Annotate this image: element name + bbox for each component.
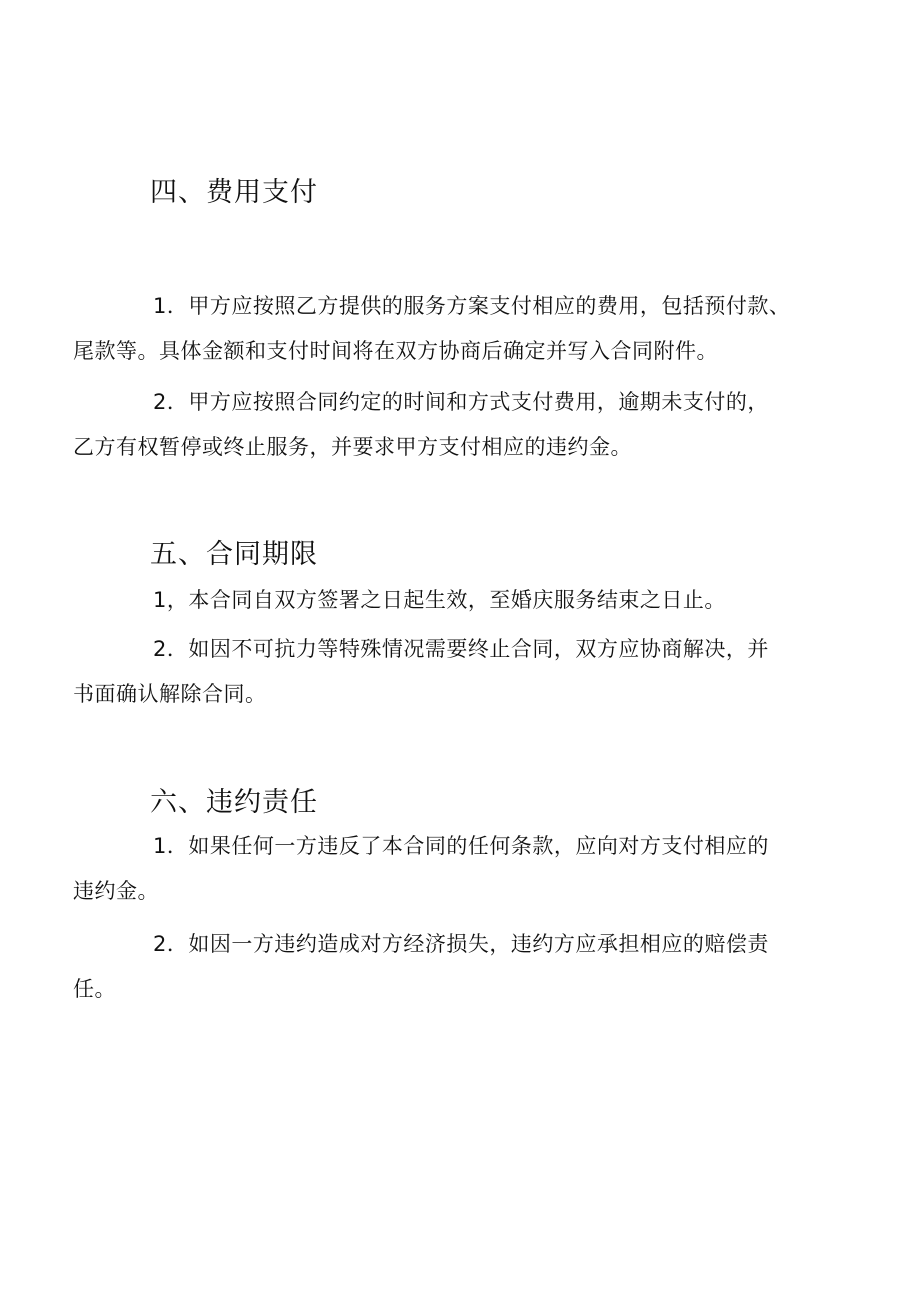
- clause-4-2-line-2: 乙方有权暂停或终止服务，并要求甲方支付相应的违约金。: [73, 435, 632, 459]
- section-heading-fee-payment: 四、费用支付: [150, 177, 318, 208]
- section-heading-breach-liability: 六、违约责任: [150, 787, 318, 818]
- clause-5-2-line-1: 2．如因不可抗力等特殊情况需要终止合同，双方应协商解决，并: [153, 637, 769, 661]
- clause-5-1-line-1: 1，本合同自双方签署之日起生效，至婚庆服务结束之日止。: [153, 588, 726, 612]
- section-heading-contract-term: 五、合同期限: [150, 539, 318, 570]
- clause-4-1-line-2: 尾款等。具体金额和支付时间将在双方协商后确定并写入合同附件。: [73, 339, 718, 363]
- clause-4-2: [73, 380, 833, 470]
- clause-6-2: [73, 922, 833, 1012]
- clause-6-1-line-2: 违约金。: [73, 879, 159, 903]
- clause-6-2-line-2: 任。: [73, 977, 116, 1001]
- clause-5-2: [73, 627, 833, 717]
- clause-6-2-line-1: 2．如因一方违约造成对方经济损失，违约方应承担相应的赔偿责: [153, 932, 769, 956]
- clause-4-1: [73, 284, 833, 374]
- clause-5-1: [113, 578, 833, 623]
- clause-6-1-line-1: 1．如果任何一方违反了本合同的任何条款，应向对方支付相应的: [153, 834, 769, 858]
- clause-5-2-line-2: 书面确认解除合同。: [73, 682, 267, 706]
- clause-4-2-line-1: 2．甲方应按照合同约定的时间和方式支付费用，逾期未支付的，: [153, 390, 769, 414]
- clause-4-1-line-1: 1．甲方应按照乙方提供的服务方案支付相应的费用，包括预付款、: [153, 294, 791, 318]
- clause-6-1: [73, 824, 833, 914]
